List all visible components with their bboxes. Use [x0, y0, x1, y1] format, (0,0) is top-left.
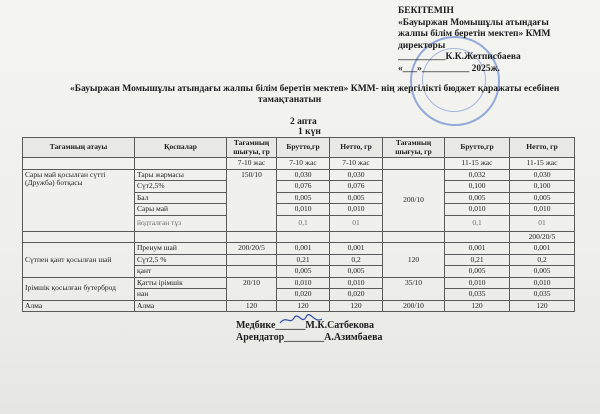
net-cell: 0,2 [330, 254, 383, 266]
yield-cell: 35/10 [383, 277, 445, 300]
table-row [23, 169, 575, 181]
header-dish: Тағамның атауы [23, 138, 135, 158]
gross-cell: 0,001 [445, 243, 510, 255]
net-cell: 0,010 [330, 277, 383, 289]
approval-line: жалпы білім беретін мектеп» КММ [398, 29, 551, 39]
net-cell: 0,005 [330, 266, 383, 278]
ingredient: нан [135, 289, 227, 301]
ingredient: Алма [135, 300, 227, 312]
gross-cell: 0,21 [445, 254, 510, 266]
header-yield: Тағамның шығуы, гр [383, 138, 445, 158]
net-cell: 0,035 [510, 289, 575, 301]
heading-line: «Бауыржан Момышұлы атындағы жалпы білім беретін мектеп» КММ- нің жергілікті бюджет қаражаты есебінен [70, 84, 560, 94]
dish-name: Сары май қосылған сүтті (Дружба) ботқасы [23, 169, 135, 231]
age-cell: 7-10 жас [277, 158, 330, 170]
gross-cell: 0,100 [445, 181, 510, 193]
ingredient: Сары май [135, 204, 227, 216]
gross-cell: 0,001 [277, 243, 330, 255]
yield-cell: 120 [383, 243, 445, 278]
header-gross: Брутто,гр [277, 138, 330, 158]
gross-cell: 0,010 [445, 277, 510, 289]
gross-cell: 120 [445, 300, 510, 312]
age-cell: 11-15 жас [510, 158, 575, 170]
gross-cell: 0,005 [445, 192, 510, 204]
gross-cell: 0,010 [277, 277, 330, 289]
age-cell: 11-15 жас [445, 158, 510, 170]
net-cell: 0,010 [510, 204, 575, 216]
menu-table [22, 137, 575, 312]
yield-cell: 200/10 [383, 169, 445, 231]
yield-cell: 150/10 [227, 169, 277, 231]
table-row [23, 300, 575, 312]
net-cell: 0,030 [510, 169, 575, 181]
approval-line: «___»__________ 2025ж. [398, 63, 500, 74]
header-gross: Брутто,гр [445, 138, 510, 158]
net-cell: 0,2 [510, 254, 575, 266]
week-label: 2 апта [290, 117, 317, 127]
header-yield: Тағамның шығуы, гр [227, 138, 277, 158]
yield-cell: 200/10 [383, 300, 445, 312]
net-cell: 01 [330, 215, 383, 231]
gross-cell: 0,005 [445, 266, 510, 278]
gross-cell: 0,1 [445, 215, 510, 231]
net-cell: 0,010 [510, 277, 575, 289]
yield-cell: 200/20/5 [227, 243, 277, 255]
approval-title: БЕКІТЕМІН [398, 6, 454, 16]
heading-line: тамақтанатын [258, 95, 322, 105]
gross-cell: 0,005 [277, 266, 330, 278]
net-cell: 120 [330, 300, 383, 312]
net-cell: 0,010 [330, 204, 383, 216]
net-cell: 0,100 [510, 181, 575, 193]
ingredient: Қатты ірімшік [135, 277, 227, 289]
yield-cell: 20/10 [227, 277, 277, 300]
net-cell: 0,001 [510, 243, 575, 255]
table-row [23, 277, 575, 289]
net-cell: 0,076 [330, 181, 383, 193]
ingredient: Сүт2,5 % [135, 254, 227, 266]
nurse-signature: Медбике______М.К.Сатбекова [236, 320, 375, 331]
approval-block [398, 6, 596, 75]
ingredient: Бал [135, 192, 227, 204]
gross-cell: 0,030 [277, 169, 330, 181]
approval-line: __________К.К.Жетписбаева [398, 52, 521, 62]
table-row [23, 243, 575, 255]
gross-cell: 0,005 [277, 192, 330, 204]
tenant-signature: Арендатор________А.Азимбаева [236, 332, 383, 343]
gross-cell: 0,076 [277, 181, 330, 193]
net-cell: 0,005 [510, 192, 575, 204]
dish-name: Алма [23, 300, 135, 312]
gross-cell: 0,21 [277, 254, 330, 266]
gross-cell: 0,1 [277, 215, 330, 231]
net-cell: 0,020 [330, 289, 383, 301]
header-ingredients: Қоспалар [135, 138, 227, 158]
gross-cell: 120 [277, 300, 330, 312]
net-cell: 0,005 [510, 266, 575, 278]
dish-name: Сүтпен қант қосылған шай [23, 243, 135, 278]
table-row [23, 231, 575, 243]
age-row [23, 158, 575, 170]
ingredient: Сүт2,5% [135, 181, 227, 193]
yield-cell: 200/20/5 [510, 231, 575, 243]
gross-cell: 0,032 [445, 169, 510, 181]
net-cell: 0,030 [330, 169, 383, 181]
ingredient: Тары жармасы [135, 169, 227, 181]
gross-cell: 0,010 [277, 204, 330, 216]
document-heading [70, 84, 560, 106]
table-header-row [23, 138, 575, 158]
ingredient: қант [135, 266, 227, 278]
ingredient: йодталған тұз [135, 215, 227, 231]
ingredient: Пренум шай [135, 243, 227, 255]
yield-cell: 120 [227, 300, 277, 312]
dish-name: Ірімшік қосылған бутерброд [23, 277, 135, 300]
approval-line: «Бауыржан Момышұлы атындағы [398, 17, 549, 28]
gross-cell: 0,020 [277, 289, 330, 301]
net-cell: 0,005 [330, 192, 383, 204]
age-cell: 7-10 жас [330, 158, 383, 170]
age-cell: 7-10 жас [227, 158, 277, 170]
header-net: Нетто, гр [330, 138, 383, 158]
net-cell: 01 [510, 215, 575, 231]
gross-cell: 0,035 [445, 289, 510, 301]
approval-line: директоры [398, 40, 446, 51]
net-cell: 0,001 [330, 243, 383, 255]
header-net: Нетто, гр [510, 138, 575, 158]
gross-cell: 0,010 [445, 204, 510, 216]
net-cell: 120 [510, 300, 575, 312]
day-label: 1 күн [298, 127, 321, 137]
